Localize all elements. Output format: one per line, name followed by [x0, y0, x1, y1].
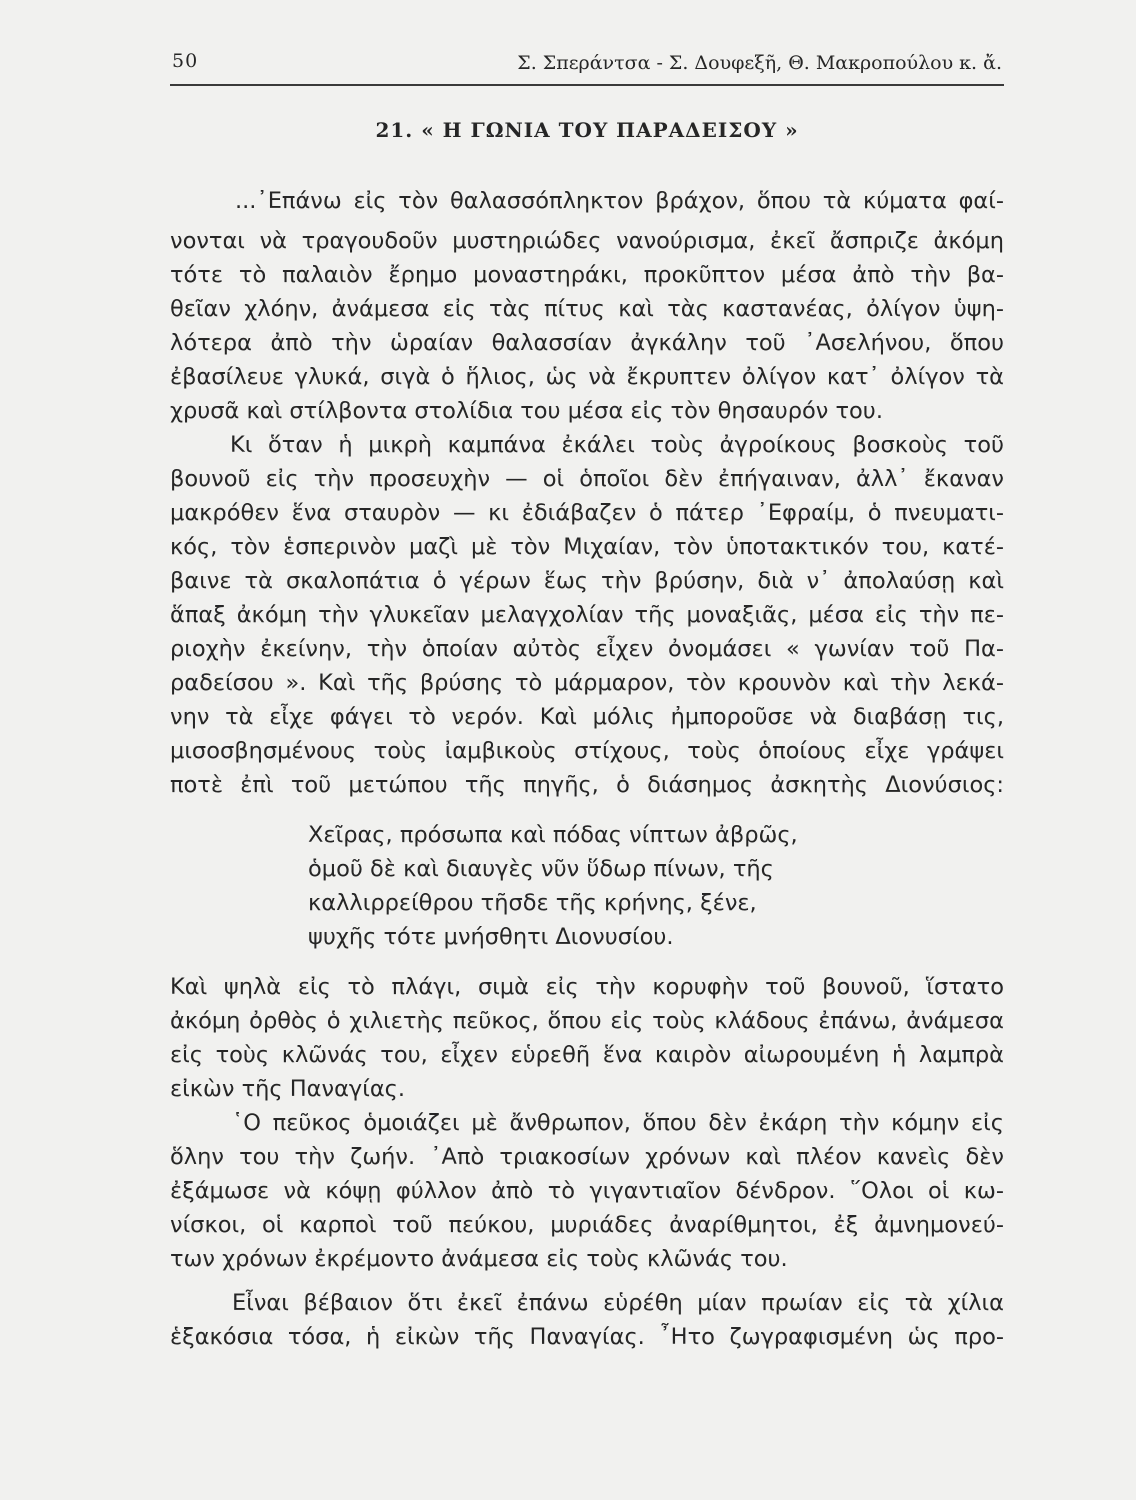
body-line: κός, τὸν ἑσπερινὸν μαζὶ μὲ τὸν Μιχαίαν, τὸν ὑποτακτικόν του, κατέ-	[170, 534, 1004, 560]
body-line: ἑξακόσια τόσα, ἡ εἰκὼν τῆς Παναγίας. ῏Ητο ζωγραφισμένη ὡς προ-	[170, 1324, 1004, 1350]
body-line: Εἶναι βέβαιον ὅτι ἐκεῖ ἐπάνω εὑρέθη μίαν πρωίαν εἰς τὰ χίλια	[232, 1290, 1004, 1316]
body-line: ριοχὴν ἐκείνην, τὴν ὁποίαν αὐτὸς εἶχεν ὀνομάσει « γωνίαν τοῦ Πα-	[170, 636, 1004, 662]
body-line: βαινε τὰ σκαλοπάτια ὁ γέρων ἕως τὴν βρύσην, διὰ ν᾽ ἀπολαύσῃ καὶ	[170, 568, 1004, 594]
verse-line: καλλιρρείθρου τῆσδε τῆς κρήνης, ξένε,	[308, 890, 757, 916]
body-line: ἀκόμη ὀρθὸς ὁ χιλιετὴς πεῦκος, ὅπου εἰς τοὺς κλάδους ἐπάνω, ἀνάμεσα	[170, 1008, 1004, 1034]
page-header	[172, 50, 1002, 86]
body-line: των χρόνων ἐκρέμοντο ἀνάμεσα εἰς τοὺς κλῶνάς του.	[170, 1246, 788, 1272]
body-line: νονται νὰ τραγουδοῦν μυστηριώδες νανούρισμα, ἐκεῖ ἄσπριζε ἀκόμη	[170, 228, 1004, 254]
body-line: ὅλην του τὴν ζωήν. ᾽Απὸ τριακοσίων χρόνων καὶ πλέον κανεὶς δὲν	[170, 1144, 1004, 1170]
body-line: ...᾽Επάνω εἰς τὸν θαλασσόπληκτον βράχον, ὅπου τὰ κύματα φαί-	[235, 188, 1004, 214]
body-line: λότερα ἀπὸ τὴν ὡραίαν θαλασσίαν ἀγκάλην τοῦ ᾽Ασελήνου, ὅπου	[170, 330, 1004, 356]
body-line: ἐβασίλευε γλυκά, σιγὰ ὁ ἥλιος, ὡς νὰ ἔκρυπτεν ὀλίγον κατ᾽ ὀλίγον τὰ	[170, 364, 1004, 390]
body-line: ποτὲ ἐπὶ τοῦ μετώπου τῆς πηγῆς, ὁ διάσημος ἀσκητὴς Διονύσιος:	[170, 772, 1004, 798]
body-line: μισοσβησμένους τοὺς ἰαμβικοὺς στίχους, τοὺς ὁποίους εἶχε γράψει	[170, 738, 1004, 764]
body-line: ἅπαξ ἀκόμη τὴν γλυκεῖαν μελαγχολίαν τῆς μοναξιᾶς, μέσα εἰς τὴν πε-	[170, 602, 1004, 628]
body-line: χρυσᾶ καὶ στίλβοντα στολίδια του μέσα εἰς τὸν θησαυρόν του.	[170, 398, 883, 424]
body-line: τότε τὸ παλαιὸν ἔρημο μοναστηράκι, προκῦπτον μέσα ἀπὸ τὴν βα-	[170, 262, 1004, 288]
body-line: θεῖαν χλόην, ἀνάμεσα εἰς τὰς πίτυς καὶ τὰς καστανέας, ὀλίγον ὑψη-	[170, 296, 1004, 322]
page-number: 50	[172, 50, 199, 72]
header-rule	[170, 84, 1004, 86]
body-line: νίσκοι, οἱ καρποὶ τοῦ πεύκου, μυριάδες ἀναρίθμητοι, ἐξ ἀμνημονεύ-	[170, 1212, 1004, 1238]
body-line: ἐξάμωσε νὰ κόψῃ φύλλον ἀπὸ τὸ γιγαντιαῖον δένδρον. ῞Ολοι οἱ κω-	[170, 1178, 1004, 1204]
body-line: βουνοῦ εἰς τὴν προσευχὴν — οἱ ὁποῖοι δὲν ἐπήγαιναν, ἀλλ᾽ ἔκαναν	[170, 466, 1004, 492]
verse-line: Χεῖρας, πρόσωπα καὶ πόδας νίπτων ἀβρῶς,	[308, 822, 798, 848]
body-line: νην τὰ εἶχε φάγει τὸ νερόν. Καὶ μόλις ἠμποροῦσε νὰ διαβάσῃ τις,	[170, 704, 1004, 730]
body-line: Κι ὅταν ἡ μικρὴ καμπάνα ἐκάλει τοὺς ἀγροίκους βοσκοὺς τοῦ	[230, 432, 1004, 458]
body-line: εἰκὼν τῆς Παναγίας.	[170, 1076, 406, 1102]
body-line: εἰς τοὺς κλῶνάς του, εἶχεν εὑρεθῆ ἕνα καιρὸν αἰωρουμένη ἡ λαμπρὰ	[170, 1042, 1004, 1068]
chapter-title: 21. « Η ΓΩΝΙΑ ΤΟΥ ΠΑΡΑΔΕΙΣΟΥ »	[375, 118, 799, 142]
body-line: ραδείσου ». Καὶ τῆς βρύσης τὸ μάρμαρον, τὸν κρουνὸν καὶ τὴν λεκά-	[170, 670, 1004, 696]
body-line: Καὶ ψηλὰ εἰς τὸ πλάγι, σιμὰ εἰς τὴν κορυφὴν τοῦ βουνοῦ, ἵστατο	[170, 974, 1004, 1000]
verse-line: ὁμοῦ δὲ καὶ διαυγὲς νῦν ὕδωρ πίνων, τῆς	[308, 856, 774, 882]
verse-line: ψυχῆς τότε μνήσθητι Διονυσίου.	[308, 924, 674, 950]
body-line: μακρόθεν ἕνα σταυρὸν — κι ἐδιάβαζεν ὁ πάτερ ᾽Εφραίμ, ὁ πνευματι-	[170, 500, 1004, 526]
body-line: ῾Ο πεῦκος ὁμοιάζει μὲ ἄνθρωπον, ὅπου δὲν ἐκάρη τὴν κόμην εἰς	[232, 1110, 1004, 1136]
running-head: Σ. Σπεράντσα - Σ. Δουφεξῆ, Θ. Μακροπούλου κ. ἄ.	[517, 52, 1002, 74]
